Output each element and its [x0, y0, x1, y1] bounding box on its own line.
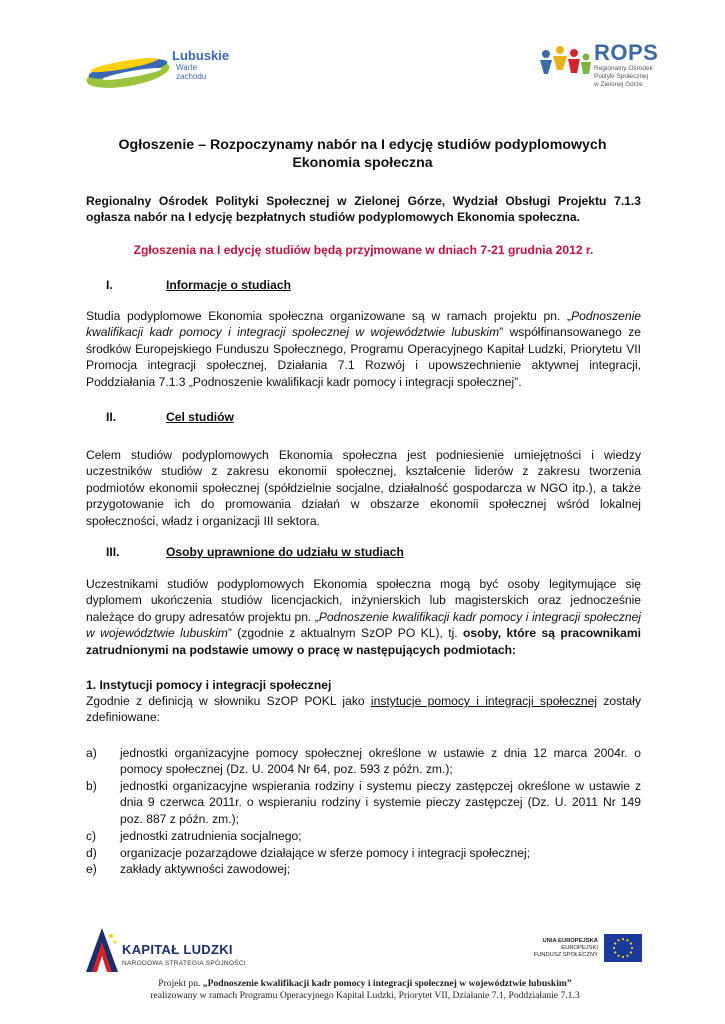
kapital-ludzki-emblem-icon [84, 926, 120, 974]
kapital-ludzki-title: KAPITAŁ LUDZKI [122, 942, 233, 957]
section-1-text: Studia podyplomowe Ekonomia społeczna organizowane są w ramach projektu pn. „Podnoszenie kwalifikacji kadr pomocy i integracji społecznej w województwie lubuskim” współfinansowanego ze środków Europejskiego Funduszu Społecznego, Programu Operacyjnego Kapitał Ludzki, Priorytetu VII Promocja integracji społecznej, Działania 7.1 Rozwój i upowszechnienie aktywnej integracji, Poddziałania 7.1.3 „Podnoszenie kwalifikacji kadr pomocy i integracji społecznej”. [86, 309, 641, 389]
subsection-1-heading: 1. Instytucji pomocy i integracji społecznej [86, 678, 332, 692]
section-2-heading: II. Cel studiów [106, 410, 234, 424]
section-1-heading: I. Informacje o studiach [106, 278, 291, 292]
rops-subtitle: Regionalny Ośrodek Polityki Społecznej w Zielonej Górze [594, 65, 653, 88]
section-2-text: Celem studiów podyplomowych Ekonomia społeczna jest podniesienie umiejętności i wiedzy uczestników studiów z zakresu ekonomii społecznej, kształcenie liderów z zakresu tworzenia podmiotów ekonomii społecznej (spółdzielnie socjalne, działalność gospodarcza w NGO itp.), a także przygotowanie ich do promowania działań w obszarze ekonomii społecznej wśród lokalnej społeczności, władz i organizacji III sektora. [86, 448, 641, 528]
lubuskie-name: Lubuskie [172, 48, 230, 63]
eu-logo [526, 934, 642, 970]
page-title: Ogłoszenie – Rozpoczynamy nabór na I edycję studiów podyplomowych Ekonomia społeczna [118, 137, 607, 171]
eu-text: UNIA EUROPEJSKA EUROPEJSKI FUNDUSZ SPOŁECZNY [533, 938, 598, 958]
subsection-1-text: Zgodnie z definicją w słowniku SzOP POKL jako instytucje pomocy i integracji społecznej zostały zdefiniowane: [86, 694, 641, 725]
lubuskie-logo [84, 44, 230, 94]
rops-logo [538, 40, 668, 92]
rops-name: ROPS [594, 40, 659, 65]
kapital-ludzki-logo [84, 926, 254, 974]
rops-people-icon [538, 40, 592, 82]
intro-paragraph: Regionalny Ośrodek Polityki Społecznej w Zielonej Górze, Wydział Obsługi Projektu 7.1.3 ogłasza nabór na I edycję bezpłatnych studiów podyplomowych Ekonomia społeczna. [86, 194, 641, 225]
section-3-text: Uczestnikami studiów podyplomowych Ekonomia społeczna mogą być osoby legitymujące się dyplomem ukończenia studiów licencjackich, inżynierskich lub magisterskich oraz jednocześnie należące do grupy adresatów projektu pn. „Podnoszenie kwalifikacji kadr pomocy i integracji społecznej w województwie lubuskim” (zgodnie z aktualnym SzOP PO KL), tj. osoby, które są pracownikami zatrudnionymi na podstawie umowy o pracę w następujących podmiotach: [86, 577, 641, 657]
footer-project-info: Projekt pn. „Podnoszenie kwalifikacji kadr pomocy i integracji społecznej w województwie lubuskim” realizowany w ramach Programu Operacyjnego Kapitał Ludzki, Priorytet VII, Działanie 7.1, Poddziałanie 7.1.3 [150, 978, 580, 1001]
enrollment-notice: Zgłoszenia na I edycję studiów będą przyjmowane w dniach 7-21 grudnia 2012 r. [133, 243, 594, 257]
section-3-heading: III. Osoby uprawnione do udziału w studiach [106, 545, 404, 559]
lubuskie-tagline: Warte zachodu [176, 63, 207, 81]
eu-flag-icon [604, 934, 642, 962]
kapital-ludzki-subtitle: NARODOWA STRATEGIA SPÓJNOŚCI [122, 960, 246, 967]
lubuskie-emblem-icon [84, 44, 172, 94]
